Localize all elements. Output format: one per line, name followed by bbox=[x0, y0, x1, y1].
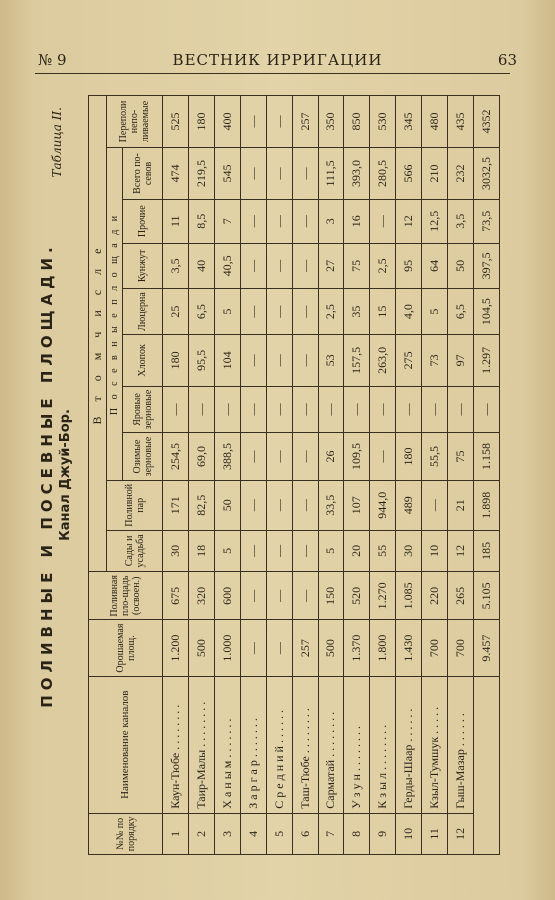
cell-pol: 150 bbox=[318, 572, 344, 620]
cell-ses: — bbox=[240, 243, 266, 289]
cell-irr: 257 bbox=[292, 620, 318, 676]
cell-rer: 480 bbox=[422, 96, 448, 148]
cell-oth: 12 bbox=[396, 199, 422, 243]
cell-pol: — bbox=[266, 572, 292, 620]
cell-alf: — bbox=[266, 289, 292, 335]
cell-oth: — bbox=[292, 199, 318, 243]
col-header-fallow: Поливной пар bbox=[107, 480, 163, 530]
cell-tot: — bbox=[240, 148, 266, 200]
cell-oth: 3,5 bbox=[448, 199, 474, 243]
cell-alf: 15 bbox=[370, 289, 396, 335]
cell-win: — bbox=[292, 433, 318, 481]
cell-rer: 525 bbox=[163, 96, 189, 148]
col-group-top: В т о м ч и с л е bbox=[89, 96, 107, 572]
data-table bbox=[88, 95, 500, 855]
canal-name: Х а н ы м . . . . . . . bbox=[214, 676, 240, 813]
row-number: 10 bbox=[396, 813, 422, 854]
cell-rer: 180 bbox=[188, 96, 214, 148]
page-number: 63 bbox=[497, 51, 517, 69]
cell-irr: 1.430 bbox=[396, 620, 422, 676]
col-header-sesame: Кунжут bbox=[123, 243, 163, 289]
total-rer: 4352 bbox=[474, 96, 500, 148]
cell-tot: 219,5 bbox=[188, 148, 214, 200]
cell-win: — bbox=[370, 433, 396, 481]
cell-ses: 27 bbox=[318, 243, 344, 289]
cell-win: 180 bbox=[396, 433, 422, 481]
cell-irr: 1.800 bbox=[370, 620, 396, 676]
cell-tot: 232 bbox=[448, 148, 474, 200]
totals-label-cell bbox=[474, 676, 500, 854]
cell-spr: — bbox=[188, 386, 214, 432]
cell-pol: 265 bbox=[448, 572, 474, 620]
cell-irr: 700 bbox=[448, 620, 474, 676]
col-header-reruns: Переполи непо-ливаемые bbox=[107, 96, 163, 148]
cell-win: — bbox=[240, 433, 266, 481]
total-spr: — bbox=[474, 386, 500, 432]
canal-name: Герды-Шаар . . . . . . bbox=[396, 676, 422, 813]
row-number: 9 bbox=[370, 813, 396, 854]
cell-alf: 5 bbox=[214, 289, 240, 335]
row-number: 5 bbox=[266, 813, 292, 854]
cell-ses: 3,5 bbox=[163, 243, 189, 289]
cell-oth: 3 bbox=[318, 199, 344, 243]
col-header-other: Прочие bbox=[123, 199, 163, 243]
cell-alf: 25 bbox=[163, 289, 189, 335]
cell-oth: — bbox=[240, 199, 266, 243]
total-win: 1.158 bbox=[474, 433, 500, 481]
cell-cot: 157,5 bbox=[344, 334, 370, 386]
cell-tot: 566 bbox=[396, 148, 422, 200]
cell-spr: — bbox=[448, 386, 474, 432]
canal-name: Гыш-Мазар . . . . . . bbox=[448, 676, 474, 813]
cell-oth: 12,5 bbox=[422, 199, 448, 243]
journal-title: ВЕСТНИК ИРРИГАЦИИ bbox=[172, 51, 383, 69]
table-row bbox=[396, 96, 422, 855]
table-title: ПОЛИВНЫЕ И ПОСЕВНЫЕ ПЛОЩАДИ. bbox=[38, 242, 56, 708]
table-row bbox=[188, 96, 214, 855]
col-header-spring: Яровые зерновые bbox=[123, 386, 163, 432]
cell-fal: — bbox=[266, 480, 292, 530]
cell-pol: 520 bbox=[344, 572, 370, 620]
canal-name: Таш-Тюбе . . . . . . . . bbox=[292, 676, 318, 813]
canal-name: З а р г а р . . . . . . . bbox=[240, 676, 266, 813]
cell-win: 26 bbox=[318, 433, 344, 481]
cell-ses: — bbox=[266, 243, 292, 289]
col-header-num: №№ по порядку bbox=[89, 813, 163, 854]
cell-spr: — bbox=[214, 386, 240, 432]
cell-oth: 11 bbox=[163, 199, 189, 243]
col-header-winter: Озимые зерновые bbox=[123, 433, 163, 481]
cell-gard: 12 bbox=[448, 530, 474, 572]
table-row bbox=[370, 96, 396, 855]
col-group-sub: П о с е в н ы е п л о щ а д и bbox=[107, 148, 123, 481]
cell-ses: 64 bbox=[422, 243, 448, 289]
cell-gard: — bbox=[292, 530, 318, 572]
cell-cot: — bbox=[240, 334, 266, 386]
cell-gard: 10 bbox=[422, 530, 448, 572]
cell-cot: 95,5 bbox=[188, 334, 214, 386]
cell-pol: 320 bbox=[188, 572, 214, 620]
col-header-alfalfa: Люцерна bbox=[123, 289, 163, 335]
cell-cot: 104 bbox=[214, 334, 240, 386]
cell-oth: 7 bbox=[214, 199, 240, 243]
cell-tot: 393,0 bbox=[344, 148, 370, 200]
canal-name: Таир-Малы . . . . . . . . bbox=[188, 676, 214, 813]
cell-rer: 345 bbox=[396, 96, 422, 148]
table-captions bbox=[30, 95, 88, 855]
canal-name: Кзыл-Тумшук . . . . . bbox=[422, 676, 448, 813]
cell-win: 69,0 bbox=[188, 433, 214, 481]
canal-name: С р е д н и й . . . . . . bbox=[266, 676, 292, 813]
cell-alf: 6,5 bbox=[188, 289, 214, 335]
cell-irr: — bbox=[266, 620, 292, 676]
cell-rer: 435 bbox=[448, 96, 474, 148]
table-subtitle: Канал Джуй-Бор. bbox=[58, 409, 73, 541]
cell-win: — bbox=[266, 433, 292, 481]
table-row bbox=[163, 96, 189, 855]
cell-tot: — bbox=[292, 148, 318, 200]
cell-cot: 53 bbox=[318, 334, 344, 386]
cell-oth: 16 bbox=[344, 199, 370, 243]
total-fal: 1.898 bbox=[474, 480, 500, 530]
cell-alf: 2,5 bbox=[318, 289, 344, 335]
cell-rer: 850 bbox=[344, 96, 370, 148]
col-header-name: Наименование каналов bbox=[89, 676, 163, 813]
cell-cot: — bbox=[266, 334, 292, 386]
cell-ses: 40,5 bbox=[214, 243, 240, 289]
header-rule bbox=[35, 73, 510, 74]
cell-irr: — bbox=[240, 620, 266, 676]
canal-name: К з ы л . . . . . . . . bbox=[370, 676, 396, 813]
cell-fal: 21 bbox=[448, 480, 474, 530]
table-row bbox=[344, 96, 370, 855]
cell-spr: — bbox=[266, 386, 292, 432]
cell-tot: 545 bbox=[214, 148, 240, 200]
cell-rer: — bbox=[266, 96, 292, 148]
cell-gard: 5 bbox=[318, 530, 344, 572]
cell-gard: 55 bbox=[370, 530, 396, 572]
cell-ses: 40 bbox=[188, 243, 214, 289]
page-header bbox=[22, 49, 533, 71]
cell-pol: 220 bbox=[422, 572, 448, 620]
cell-spr: — bbox=[344, 386, 370, 432]
cell-oth: — bbox=[370, 199, 396, 243]
row-number: 4 bbox=[240, 813, 266, 854]
cell-gard: 5 bbox=[214, 530, 240, 572]
table-row bbox=[266, 96, 292, 855]
cell-irr: 1.000 bbox=[214, 620, 240, 676]
totals-row bbox=[474, 96, 500, 855]
cell-alf: 6,5 bbox=[448, 289, 474, 335]
cell-fal: 171 bbox=[163, 480, 189, 530]
row-number: 12 bbox=[448, 813, 474, 854]
cell-pol: — bbox=[240, 572, 266, 620]
cell-irr: 700 bbox=[422, 620, 448, 676]
row-number: 8 bbox=[344, 813, 370, 854]
cell-oth: 8,5 bbox=[188, 199, 214, 243]
cell-gard: 20 bbox=[344, 530, 370, 572]
cell-cot: 275 bbox=[396, 334, 422, 386]
cell-tot: 474 bbox=[163, 148, 189, 200]
table-row bbox=[292, 96, 318, 855]
cell-pol: — bbox=[292, 572, 318, 620]
total-irr: 9.457 bbox=[474, 620, 500, 676]
cell-rer: 350 bbox=[318, 96, 344, 148]
row-number: 7 bbox=[318, 813, 344, 854]
col-header-cotton: Хлопок bbox=[123, 334, 163, 386]
cell-rer: — bbox=[240, 96, 266, 148]
canal-name: У з у н . . . . . . . . bbox=[344, 676, 370, 813]
col-header-poliv: Поливная пло-щадь (освоен.) bbox=[89, 572, 163, 620]
cell-gard: — bbox=[266, 530, 292, 572]
cell-spr: — bbox=[422, 386, 448, 432]
cell-fal: 489 bbox=[396, 480, 422, 530]
table-label: Таблица II. bbox=[50, 107, 64, 178]
col-header-irrigated: Орошаемая площ. bbox=[89, 620, 163, 676]
rotated-table-block bbox=[30, 95, 500, 855]
cell-fal: — bbox=[240, 480, 266, 530]
cell-spr: — bbox=[240, 386, 266, 432]
canal-name: Каун-Тюбе . . . . . . . . bbox=[163, 676, 189, 813]
row-number: 1 bbox=[163, 813, 189, 854]
cell-ses: 95 bbox=[396, 243, 422, 289]
cell-win: 55,5 bbox=[422, 433, 448, 481]
total-gard: 185 bbox=[474, 530, 500, 572]
total-pol: 5.105 bbox=[474, 572, 500, 620]
cell-cot: 97 bbox=[448, 334, 474, 386]
cell-irr: 1.200 bbox=[163, 620, 189, 676]
cell-rer: 530 bbox=[370, 96, 396, 148]
cell-tot: 111,5 bbox=[318, 148, 344, 200]
canal-name: Сарматай . . . . . . . . bbox=[318, 676, 344, 813]
col-header-gardens: Сады и усадьба bbox=[107, 530, 163, 572]
cell-tot: 280,5 bbox=[370, 148, 396, 200]
row-number: 6 bbox=[292, 813, 318, 854]
cell-ses: 2,5 bbox=[370, 243, 396, 289]
col-header-total-sown: Всего по-севов bbox=[123, 148, 163, 200]
cell-irr: 500 bbox=[188, 620, 214, 676]
cell-spr: — bbox=[370, 386, 396, 432]
cell-fal: — bbox=[422, 480, 448, 530]
cell-gard: 30 bbox=[163, 530, 189, 572]
cell-cot: 263,0 bbox=[370, 334, 396, 386]
table-row bbox=[422, 96, 448, 855]
cell-tot: — bbox=[266, 148, 292, 200]
cell-gard: 30 bbox=[396, 530, 422, 572]
row-number: 2 bbox=[188, 813, 214, 854]
cell-oth: — bbox=[266, 199, 292, 243]
cell-rer: 257 bbox=[292, 96, 318, 148]
cell-tot: 210 bbox=[422, 148, 448, 200]
total-tot: 3032,5 bbox=[474, 148, 500, 200]
table-row bbox=[214, 96, 240, 855]
cell-fal: — bbox=[292, 480, 318, 530]
cell-cot: 73 bbox=[422, 334, 448, 386]
cell-win: 75 bbox=[448, 433, 474, 481]
cell-win: 109,5 bbox=[344, 433, 370, 481]
cell-win: 254,5 bbox=[163, 433, 189, 481]
total-ses: 397,5 bbox=[474, 243, 500, 289]
cell-gard: — bbox=[240, 530, 266, 572]
table-body bbox=[163, 96, 500, 855]
table-row bbox=[448, 96, 474, 855]
row-number: 11 bbox=[422, 813, 448, 854]
cell-rer: 400 bbox=[214, 96, 240, 148]
cell-fal: 107 bbox=[344, 480, 370, 530]
issue-number: № 9 bbox=[38, 51, 67, 69]
cell-alf: 4,0 bbox=[396, 289, 422, 335]
cell-fal: 82,5 bbox=[188, 480, 214, 530]
table-row bbox=[240, 96, 266, 855]
row-number: 3 bbox=[214, 813, 240, 854]
cell-alf: 35 bbox=[344, 289, 370, 335]
cell-cot: — bbox=[292, 334, 318, 386]
cell-alf: 5 bbox=[422, 289, 448, 335]
cell-fal: 944,0 bbox=[370, 480, 396, 530]
total-oth: 73,5 bbox=[474, 199, 500, 243]
cell-ses: 75 bbox=[344, 243, 370, 289]
cell-spr: — bbox=[163, 386, 189, 432]
cell-spr: — bbox=[318, 386, 344, 432]
cell-alf: — bbox=[240, 289, 266, 335]
cell-pol: 675 bbox=[163, 572, 189, 620]
table-row bbox=[318, 96, 344, 855]
cell-spr: — bbox=[292, 386, 318, 432]
cell-gard: 18 bbox=[188, 530, 214, 572]
cell-fal: 50 bbox=[214, 480, 240, 530]
total-alf: 104,5 bbox=[474, 289, 500, 335]
cell-spr: — bbox=[396, 386, 422, 432]
cell-pol: 1.270 bbox=[370, 572, 396, 620]
cell-ses: — bbox=[292, 243, 318, 289]
cell-irr: 1.370 bbox=[344, 620, 370, 676]
total-cot: 1.297 bbox=[474, 334, 500, 386]
cell-ses: 50 bbox=[448, 243, 474, 289]
cell-alf: — bbox=[292, 289, 318, 335]
cell-irr: 500 bbox=[318, 620, 344, 676]
cell-win: 388,5 bbox=[214, 433, 240, 481]
cell-pol: 600 bbox=[214, 572, 240, 620]
cell-pol: 1.085 bbox=[396, 572, 422, 620]
cell-fal: 33,5 bbox=[318, 480, 344, 530]
cell-cot: 180 bbox=[163, 334, 189, 386]
